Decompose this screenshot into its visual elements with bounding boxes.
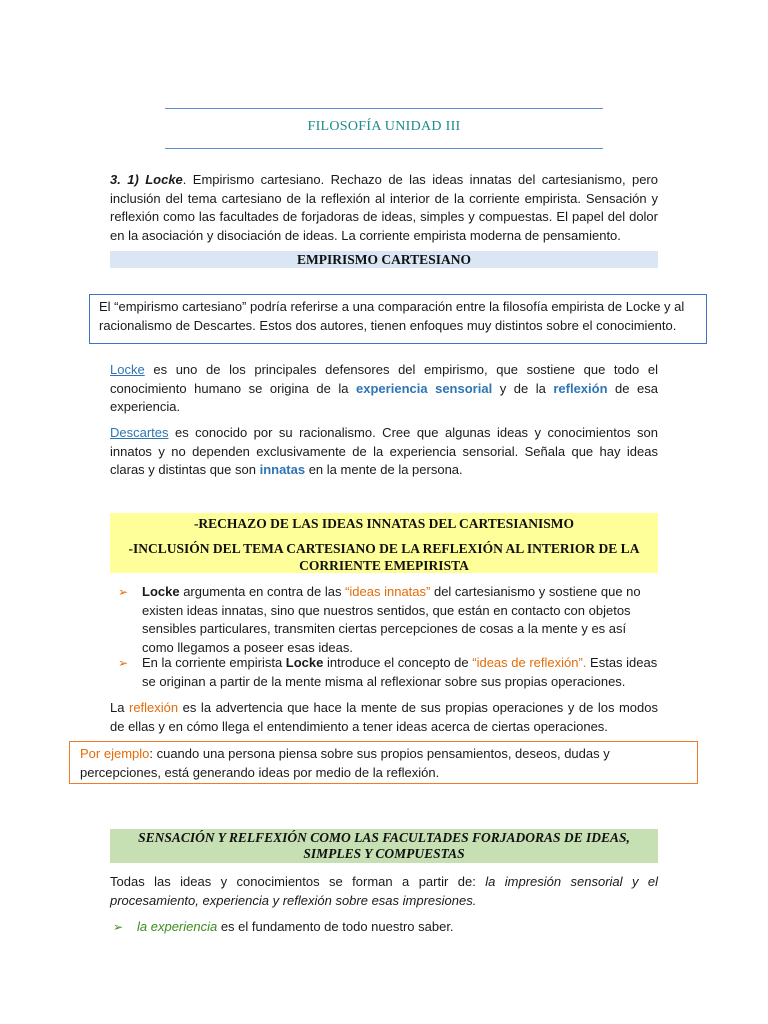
final-paragraph — [110, 873, 658, 910]
bullet-2-text-1: introduce el concepto de — [323, 655, 473, 670]
bullet-1-bold: Locke — [142, 584, 180, 599]
final-text-0: Todas las ideas y conocimientos se forman a partir de: — [110, 874, 486, 889]
section-heading-empirismo — [110, 251, 658, 268]
arrow-bullet-icon: ➢ — [118, 585, 129, 599]
example-text: : cuando una persona piensa sobre sus propios pensamientos, deseos, dudas y percepciones, está generando ideas por medio de la reflexión. — [80, 746, 610, 780]
reflexion-text-1: es la advertencia que hace la mente de sus propias operaciones y de los modos de ellas y en cómo llega el entendimiento a tener ideas acerca de ciertas operaciones. — [110, 700, 658, 734]
section-heading-text: SENSACIÓN Y RELFEXIÓN COMO LAS FACULTADES FORJADORAS DE IDEAS, SIMPLES Y COMPUESTAS — [138, 830, 630, 861]
definition-box — [89, 294, 707, 344]
highlight-experiencia-sensorial: experiencia sensorial — [356, 380, 493, 396]
bullet-1-text-1: argumenta en contra de las — [179, 584, 346, 599]
section-heading-rechazo — [110, 513, 658, 573]
descartes-text-1: es conocido por su racionalismo. Cree que algunas ideas y conocimientos son innatos y no dependen exclusivamente de la experiencia sensorial. Señala que hay ideas claras y distintas que son — [110, 425, 658, 477]
section-heading-text: EMPIRISMO CARTESIANO — [297, 252, 471, 267]
final-italic-text: la impresión sensorial y el procesamiento, experiencia y reflexión sobre esas impresiones. — [110, 874, 658, 908]
highlight-la-experiencia: la experiencia — [137, 919, 218, 934]
final-bullet-text: es el fundamento de todo nuestro saber. — [217, 919, 454, 934]
bullet-item-2 — [118, 654, 658, 691]
highlight-reflexion-orange: reflexión — [129, 700, 179, 715]
descartes-paragraph — [110, 424, 658, 480]
page-title: FILOSOFÍA UNIDAD III — [307, 119, 461, 134]
example-label: Por ejemplo — [80, 746, 150, 761]
header-top-rule — [165, 108, 603, 109]
definition-text: El “empirismo cartesiano” podría referirse a una comparación entre la filosofía empirista de Locke y al racionalismo de Descartes. Estos dos autores, tienen enfoques muy distintos sobre el conocimiento. — [99, 299, 685, 333]
reflexion-paragraph — [110, 699, 658, 736]
example-box — [69, 741, 698, 784]
intro-name: Locke — [145, 172, 183, 187]
arrow-bullet-icon: ➢ — [118, 656, 129, 670]
bullet-item-1 — [118, 583, 658, 657]
highlight-ideas-de-reflexion: “ideas de reflexión”. — [472, 655, 587, 670]
locke-paragraph — [110, 361, 658, 417]
section-heading-line-2: -INCLUSIÓN DEL TEMA CARTESIANO DE LA REFLEXIÓN AL INTERIOR DE LA CORRIENTE EMEPIRISTA — [128, 541, 640, 573]
descartes-text-2: en la mente de la persona. — [305, 462, 463, 477]
locke-link[interactable]: Locke — [110, 362, 145, 377]
section-heading-line-1: -RECHAZO DE LAS IDEAS INNATAS DEL CARTESIANISMO — [193, 516, 575, 531]
final-bullet-item — [113, 918, 653, 937]
bullet-2-text-2: Estas ideas se originan a partir de la mente misma al reflexionar sobre sus propias operaciones. — [142, 655, 658, 689]
locke-text-2: y de la — [492, 380, 554, 396]
bullet-2-text-0: En la corriente empirista — [142, 655, 286, 670]
locke-text-3: de esa experiencia. — [110, 380, 658, 414]
locke-text-1: es uno de los principales defensores del empirismo, que sostiene que todo el conocimiento humano se origina de la — [110, 362, 658, 396]
highlight-innatas: innatas — [259, 462, 306, 477]
descartes-link[interactable]: Descartes — [110, 425, 169, 440]
section-heading-sensacion — [110, 829, 658, 863]
arrow-bullet-icon: ➢ — [113, 920, 124, 934]
bullet-2-bold: Locke — [285, 655, 324, 670]
intro-paragraph — [110, 171, 658, 245]
intro-number: 3. 1) — [110, 172, 139, 187]
bullet-1-text-2: del cartesianismo y sostiene que no existen ideas innatas, sino que nuestros sentidos, que están en contacto con objetos sensibles particulares, transmiten ciertas percepciones de cosas a la mente y es así como llegamos a poseer esas ideas. — [142, 584, 641, 655]
header-bottom-rule — [165, 148, 603, 149]
reflexion-text-0: La — [110, 700, 129, 715]
highlight-reflexion: reflexión — [553, 380, 608, 396]
intro-text: . Empirismo cartesiano. Rechazo de las ideas innatas del cartesianismo, pero inclusión del tema cartesiano de la reflexión al interior de la corriente empirista. Sensación y reflexión como las facultades de forjadoras de ideas, simples y compuestas. El papel del dolor en la asociación y disociación de ideas. La corriente empirista moderna de pensamiento. — [110, 172, 658, 243]
highlight-ideas-innatas: “ideas innatas” — [345, 584, 431, 599]
